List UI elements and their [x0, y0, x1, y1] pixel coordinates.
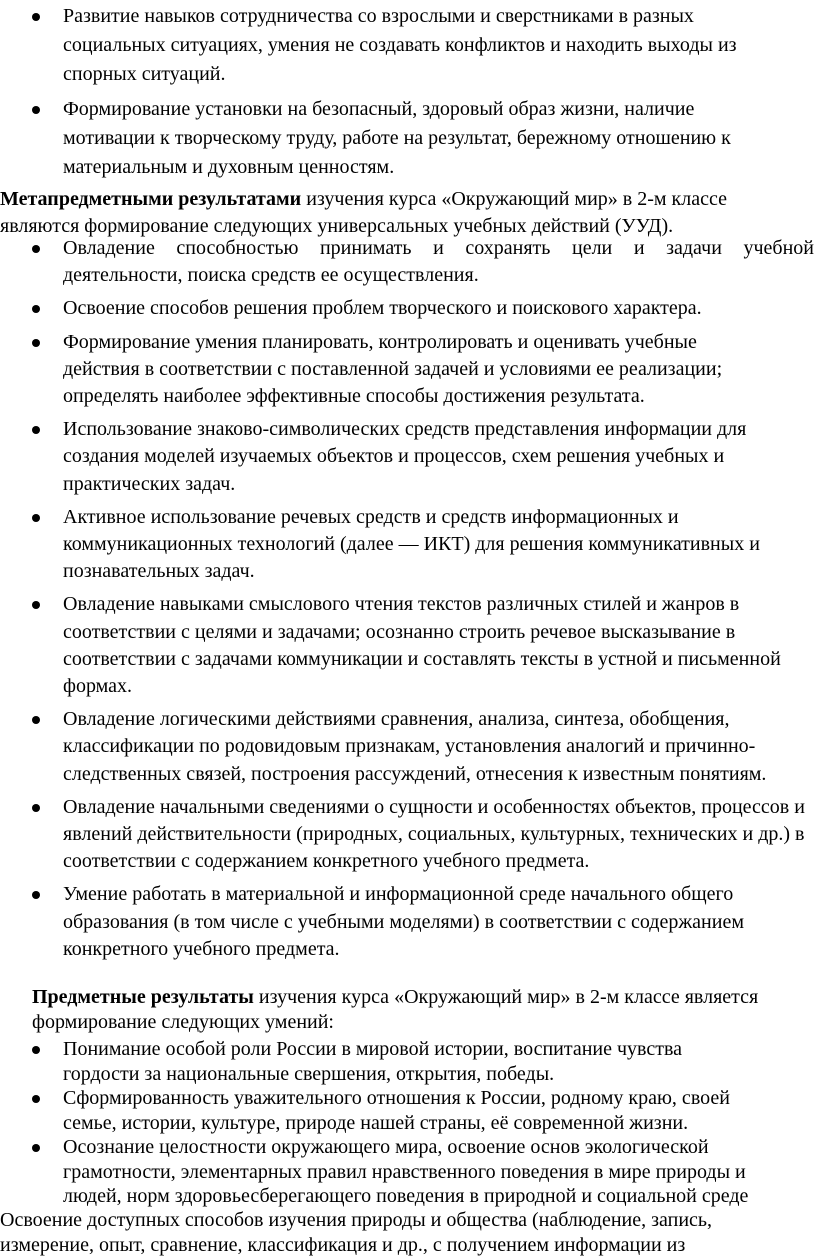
list-item [0, 1086, 816, 1135]
bullet-icon [32, 426, 40, 434]
subject-results-paragraph [0, 985, 816, 1035]
list-item [0, 504, 816, 586]
bullet-icon [32, 245, 40, 253]
list-item-text: Использование знаково-символических средств представления информации для создания моделей изучаемых объектов и процессов, схем решения учебных и практических задач. [63, 418, 747, 495]
list-item [0, 416, 816, 498]
list-item [0, 235, 816, 289]
bullet-icon [32, 106, 40, 114]
list-item-text: Овладение логическими действиями сравнения, анализа, синтеза, обобщения, классификации по родовидовым признакам, установления аналогий и причинно-следственных связей, построения рассуждений, отнесения к известным понятиям. [63, 708, 767, 785]
list-item [0, 2, 816, 89]
trailing-paragraph [0, 1208, 774, 1257]
list-item-text: Овладение начальными сведениями о сущности и особенностях объектов, процессов и явлений действительности (природных, социальных, культурных, технических и др.) в соответствии с содержанием конкретного учебного предмета. [63, 795, 805, 873]
subject-results-intro: изучения курса «Окружающий мир» в 2-м классе является формирование следующих умений: [32, 986, 759, 1033]
list-item [0, 794, 816, 876]
bullet-icon [32, 716, 40, 724]
list-item-text: Умение работать в материальной и информационной среде начального общего образования (в том числе с учебными моделями) в соответствии с содержанием конкретного учебного предмета. [63, 883, 744, 960]
list-item [0, 1135, 816, 1209]
list-item-text: Осознание целостности окружающего мира, освоение основ экологической грамотности, элементарных правил нравственного поведения в мире природы и людей, норм здоровьесберегающего поведения в природной и социальной среде [63, 1136, 749, 1207]
list-item-text-line: Овладение способностью принимать и сохранять цели и задачи учебной [63, 237, 814, 259]
list-item-text: Понимание особой роли России в мировой истории, воспитание чувства гордости за национальные свершения, открытия, победы. [63, 1038, 683, 1085]
bullet-icon [32, 1046, 40, 1054]
list-item-text: Овладение навыками смыслового чтения текстов различных стилей и жанров в соответствии с целями и задачами; осознанно строить речевое высказывание в соответствии с задачами коммуникации и составлять тексты в устной и письменной формах. [63, 593, 781, 698]
list-item-text: Освоение способов решения проблем творческого и поискового характера. [63, 297, 702, 320]
list-item-text: Развитие навыков сотрудничества со взрослыми и сверстниками в разных социальных ситуациях, умения не создавать конфликтов и находить выходы из спорных ситуаций. [63, 5, 737, 85]
list-item-text: Сформированность уважительного отношения к России, родному краю, своей семье, истории, культуре, природе нашей страны, её современной жизни. [63, 1087, 730, 1134]
personal-results-list [0, 2, 816, 188]
list-item [0, 295, 816, 322]
list-item-text: Формирование установки на безопасный, здоровый образ жизни, наличие мотивации к творческому труду, работе на результат, бережному отношению к материальным и духовным ценностям. [63, 98, 731, 178]
list-item [0, 329, 816, 411]
list-item [0, 95, 816, 182]
list-item-text-line: деятельности, поиска средств ее осуществления. [63, 264, 479, 287]
bullet-icon [32, 601, 40, 609]
bullet-icon [32, 305, 40, 313]
bullet-icon [32, 804, 40, 812]
list-item [0, 1037, 816, 1086]
meta-results-list [0, 235, 816, 969]
list-item [0, 591, 816, 700]
subject-results-list [0, 1037, 816, 1209]
trailing-text: Освоение доступных способов изучения природы и общества (наблюдение, запись, измерение, опыт, сравнение, классификация и др., с получением информации из [0, 1209, 713, 1256]
list-item-text: Активное использование речевых средств и средств информационных и коммуникационных технологий (далее — ИКТ) для решения коммуникативных и познавательных задач. [63, 505, 760, 583]
bullet-icon [32, 514, 40, 522]
bullet-icon [32, 339, 40, 347]
list-item [0, 881, 816, 963]
subject-results-first-line [0, 985, 816, 1035]
list-item [0, 706, 816, 788]
meta-results-intro: изучения курса «Окружающий мир» в 2-м классе являются формирование следующих универсальных учебных действий (УУД). [0, 188, 728, 237]
subject-results-heading: Предметные результаты [32, 986, 254, 1008]
bullet-icon [32, 891, 40, 899]
meta-results-heading: Метапредметными результатами [0, 188, 302, 210]
bullet-icon [32, 1144, 40, 1152]
bullet-icon [32, 1095, 40, 1103]
meta-results-paragraph [0, 186, 784, 240]
list-item-text: Формирование умения планировать, контролировать и оценивать учебные действия в соответствии с поставленной задачей и условиями ее реализации; определять наиболее эффективные способы достижения результата. [63, 330, 723, 408]
bullet-icon [32, 13, 40, 21]
